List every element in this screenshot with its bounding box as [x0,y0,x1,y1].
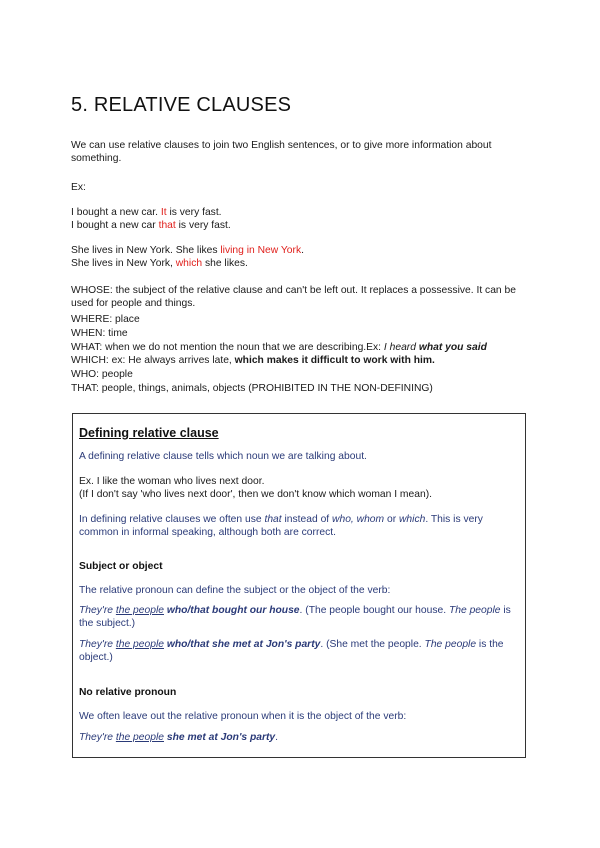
pronoun-whose: WHOSE: the subject of the relative clause and can't be left out. It replaces a possessive. It can be used for people and things. [71,285,516,309]
pronoun-when: WHEN: time [71,328,128,339]
box-subject-object-text: The relative pronoun can define the subject or the object of the verb: [79,585,391,596]
example2-line1: She lives in New York. She likes living in New York. [71,245,304,256]
box-title: Defining relative clause [79,426,219,440]
example-label: Ex: [71,182,86,193]
box-no-pronoun-example: They're the people she met at Jon's party. [79,732,279,743]
box-example-line2: (If I don't say 'who lives next door', then we don't know which woman I mean). [79,489,432,500]
box-no-pronoun-text: We often leave out the relative pronoun when it is the object of the verb: [79,711,407,722]
intro-paragraph: We can use relative clauses to join two English sentences, or to give more information about something. [71,140,492,164]
box-that-usage: In defining relative clauses we often use that instead of who, whom or which. This is very common in informal speaking, although both are correct. [79,514,483,538]
example1-line1: I bought a new car. It is very fast. [71,207,222,218]
pronoun-where: WHERE: place [71,314,140,325]
subheading-subject-object: Subject or object [79,561,163,572]
pronoun-who: WHO: people [71,369,133,380]
example2-line2: She lives in New York, which she likes. [71,258,248,269]
page-title: 5. RELATIVE CLAUSES [71,94,292,116]
example1-line2: I bought a new car that is very fast. [71,220,231,231]
box-subject-example: They're the people who/that bought our house. (The people bought our house. The people is the subject.) [79,605,511,629]
box-object-example: They're the people who/that she met at Jon's party. (She met the people. The people is the object.) [79,639,504,663]
defining-clause-box [72,413,526,758]
subheading-no-pronoun: No relative pronoun [79,687,177,698]
box-definition: A defining relative clause tells which noun we are talking about. [79,451,367,462]
pronoun-that: THAT: people, things, animals, objects (PROHIBITED IN THE NON-DEFINING) [71,383,433,394]
pronoun-which: WHICH: ex: He always arrives late, which makes it difficult to work with him. [71,355,435,366]
box-example-line1: Ex. I like the woman who lives next door. [79,476,265,487]
pronoun-what: WHAT: when we do not mention the noun that we are describing.Ex: I heard what you said [71,342,487,353]
